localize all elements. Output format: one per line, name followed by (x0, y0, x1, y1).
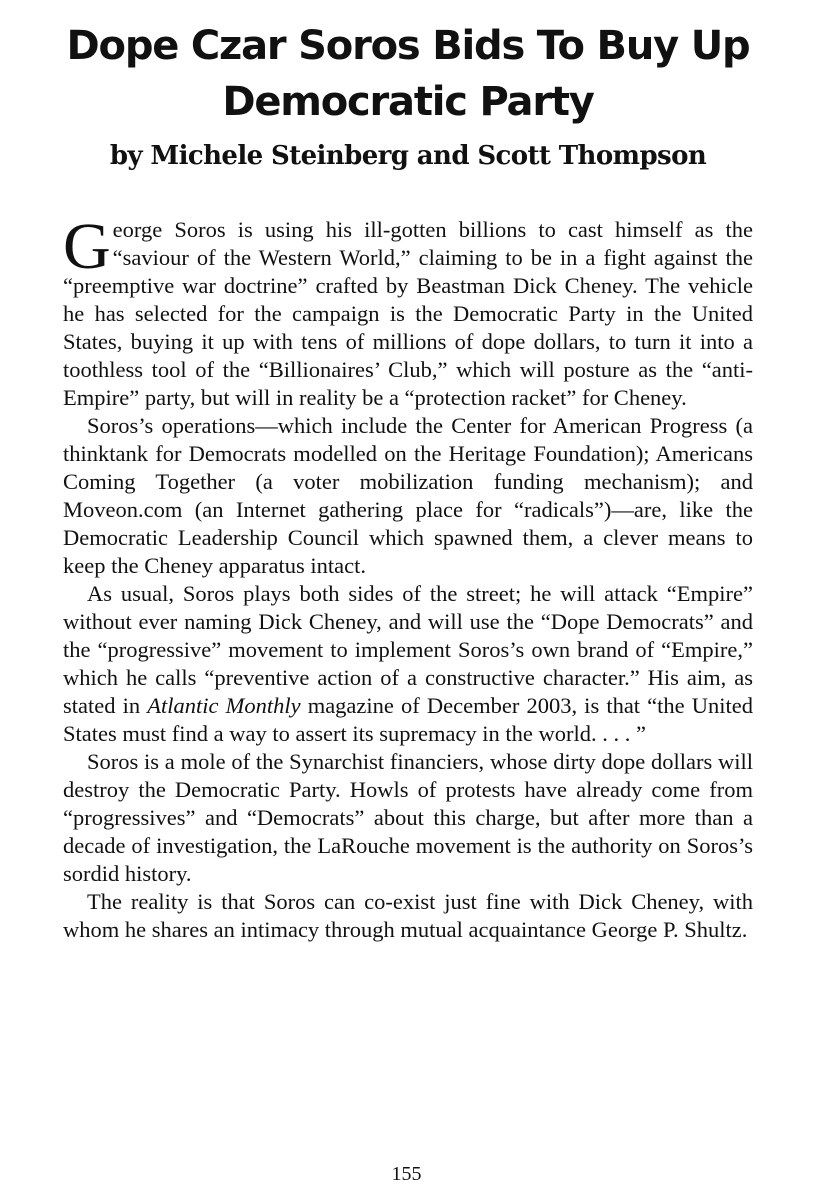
paragraph-5: The reality is that Soros can co-exist just fine with Dick Cheney, with whom he shares an intimacy through mutual acquaintance George P. Shultz. (63, 889, 753, 942)
paragraph-1 (63, 210, 753, 412)
paragraph-1-text: eorge Soros is using his ill-gotten billions to cast himself as the “saviour of the Western World,” claiming to be in a fight against the “preemptive war doctrine” crafted by Beastman Dick Cheney. The vehicle he has selected for the campaign is the Democratic Party in the United States, buying it up with tens of millions of dope dollars, to turn it into a toothless tool of the “Billionaires’ Club,” which will posture as the “anti-Empire” party, but will in reality be a “protection racket” for Cheney. (63, 217, 753, 410)
paragraph-3-tail: magazine of December 2003, is that “the United States must find a way to assert its supremacy in the world. . . . ” (63, 693, 754, 746)
paragraph-2: Soros’s operations—which include the Center for American Progress (a thinktank for Democrats modelled on the Heritage Foundation); Americans Coming Together (a voter mobilization funding mechanism); and Moveon.com (an Internet gathering place for “radicals”)—are, like the Democratic Leadership Council which spawned them, a clever means to keep the Cheney apparatus intact. (63, 413, 753, 578)
article-body (63, 210, 754, 944)
article-title: Dope Czar Soros Bids To Buy Up Democratic Party (66, 23, 750, 125)
paragraph-3 (63, 580, 753, 748)
article (63, 18, 753, 944)
paragraph-4: Soros is a mole of the Synarchist financiers, whose dirty dope dollars will destroy the Democratic Party. Howls of protests have already come from “progressives” and “Democrats” about this charge, but after more than a decade of investigation, the LaRouche movement is the authority on Soros’s sordid history. (63, 749, 753, 886)
drop-cap: G (63, 210, 111, 283)
article-byline: by Michele Steinberg and Scott Thompson (109, 141, 707, 171)
page-number: 155 (391, 1163, 422, 1185)
publication-name: Atlantic Monthly (147, 693, 301, 718)
paragraph-3-text: As usual, Soros plays both sides of the street; he will attack “Empire” without ever naming Dick Cheney, and will use the “Dope Democrats” and the “progressive” movement to implement Soros’s own brand of “Empire,” which he calls “preventive action of a constructive character.” His aim, as stated in (63, 581, 753, 718)
